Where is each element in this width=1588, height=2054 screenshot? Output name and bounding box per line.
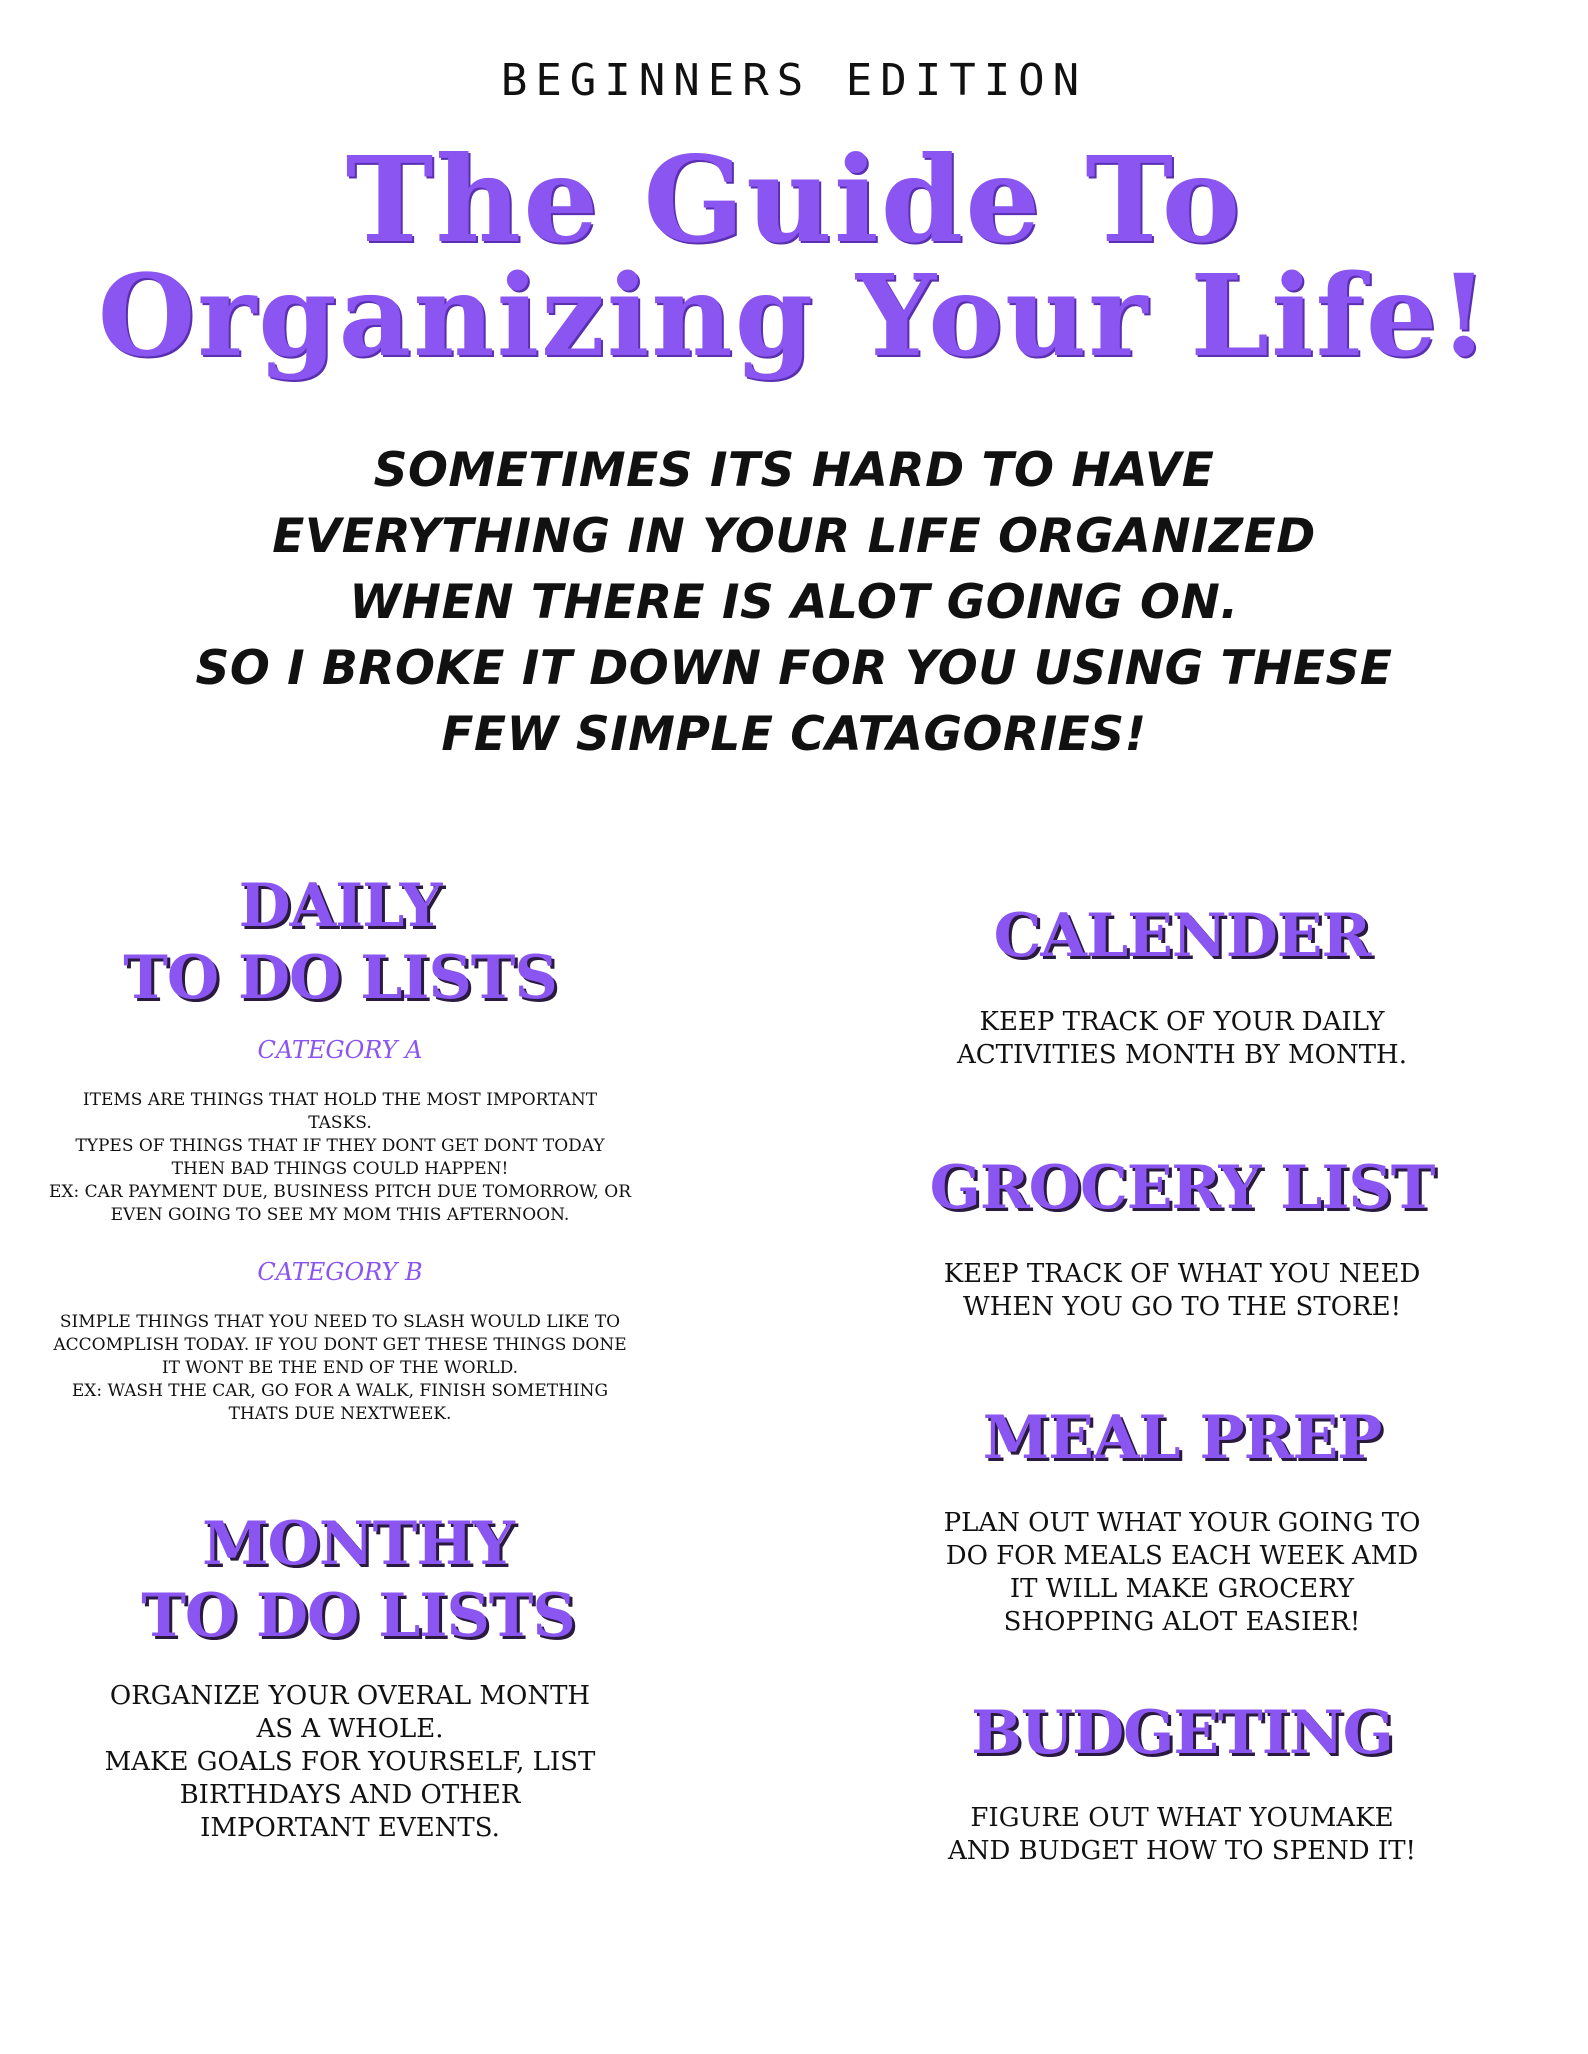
budgeting-line: FIGURE OUT WHAT YOUMAKE [970, 1803, 1394, 1833]
monthly-line: BIRTHDAYS AND OTHER [179, 1780, 521, 1810]
category-b-label: CATEGORY B [257, 1258, 423, 1286]
monthly-section [58, 1508, 658, 1652]
meal-prep-heading: MEAL PREP [982, 1403, 1382, 1473]
calender-heading: CALENDER [993, 901, 1371, 971]
category-a-line: TASKS. [308, 1113, 372, 1133]
grocery-line: WHEN YOU GO TO THE STORE! [962, 1292, 1402, 1322]
daily-heading-line-1: DAILY [238, 871, 442, 941]
category-b-line: IT WONT BE THE END OF THE WORLD. [161, 1358, 519, 1378]
category-b-line: SIMPLE THINGS THAT YOU NEED TO SLASH WOULD LIKE TO [59, 1312, 621, 1332]
category-b-line: ACCOMPLISH TODAY. IF YOU DONT GET THESE THINGS DONE [53, 1335, 627, 1355]
meal-prep-line: IT WILL MAKE GROCERY [1009, 1574, 1355, 1604]
category-a-line: TYPES OF THINGS THAT IF THEY DONT GET DONT TODAY [75, 1136, 605, 1156]
calender-line: ACTIVITIES MONTH BY MONTH. [956, 1040, 1407, 1070]
budgeting-line: AND BUDGET HOW TO SPEND IT! [948, 1836, 1416, 1866]
category-a-line: EVEN GOING TO SEE MY MOM THIS AFTERNOON. [110, 1205, 570, 1225]
category-b-text [40, 1311, 640, 1426]
monthly-heading [58, 1508, 658, 1652]
monthly-line: ORGANIZE YOUR OVERAL MONTH [109, 1681, 591, 1711]
page-title [0, 130, 1588, 383]
intro-line: WHEN THERE IS ALOT GOING ON. [349, 575, 1239, 630]
category-a-text [40, 1089, 640, 1227]
category-a-line: ITEMS ARE THINGS THAT HOLD THE MOST IMPORTANT [82, 1090, 598, 1110]
edition-label: BEGINNERS EDITION [500, 55, 1088, 106]
intro-line: FEW SIMPLE CATAGORIES! [441, 707, 1147, 762]
monthly-line: AS A WHOLE. [256, 1714, 444, 1744]
monthly-text [50, 1680, 650, 1845]
intro-text [80, 438, 1508, 768]
grocery-line: KEEP TRACK OF WHAT YOU NEED [943, 1259, 1421, 1289]
meal-prep-line: PLAN OUT WHAT YOUR GOING TO [943, 1508, 1421, 1538]
category-a-line: EX: CAR PAYMENT DUE, BUSINESS PITCH DUE TOMORROW, OR [49, 1182, 631, 1202]
left-column [40, 870, 640, 1870]
intro-line: SO I BROKE IT DOWN FOR YOU USING THESE [195, 641, 1393, 696]
grocery-heading: GROCERY LIST [929, 1153, 1435, 1223]
monthly-heading-line-1: MONTHY [202, 1509, 514, 1579]
right-column [882, 900, 1482, 1900]
grocery-text [882, 1258, 1482, 1324]
budgeting-text [882, 1802, 1482, 1868]
monthly-line: MAKE GOALS FOR YOURSELF, LIST [104, 1747, 596, 1777]
meal-prep-line: SHOPPING ALOT EASIER! [1003, 1607, 1361, 1637]
budgeting-heading: BUDGETING [971, 1698, 1393, 1768]
meal-prep-text [882, 1507, 1482, 1639]
daily-section [40, 870, 640, 1014]
title-line-2: Organizing Your Life! [97, 251, 1491, 383]
category-a-label: CATEGORY A [257, 1036, 423, 1064]
title-line-1: The Guide To [345, 130, 1243, 269]
monthly-heading-line-2: TO DO LISTS [141, 1581, 575, 1651]
calender-text [882, 1006, 1482, 1072]
monthly-line: IMPORTANT EVENTS. [200, 1813, 500, 1843]
daily-heading [40, 870, 640, 1014]
intro-line: SOMETIMES ITS HARD TO HAVE [373, 443, 1215, 498]
category-b-line: THATS DUE NEXTWEEK. [228, 1404, 452, 1424]
calender-line: KEEP TRACK OF YOUR DAILY [979, 1007, 1385, 1037]
meal-prep-line: DO FOR MEALS EACH WEEK AMD [945, 1541, 1419, 1571]
intro-line: EVERYTHING IN YOUR LIFE ORGANIZED [272, 509, 1316, 564]
daily-heading-line-2: TO DO LISTS [123, 943, 557, 1013]
category-b-line: EX: WASH THE CAR, GO FOR A WALK, FINISH SOMETHING [71, 1381, 609, 1401]
category-a-line: THEN BAD THINGS COULD HAPPEN! [171, 1159, 509, 1179]
